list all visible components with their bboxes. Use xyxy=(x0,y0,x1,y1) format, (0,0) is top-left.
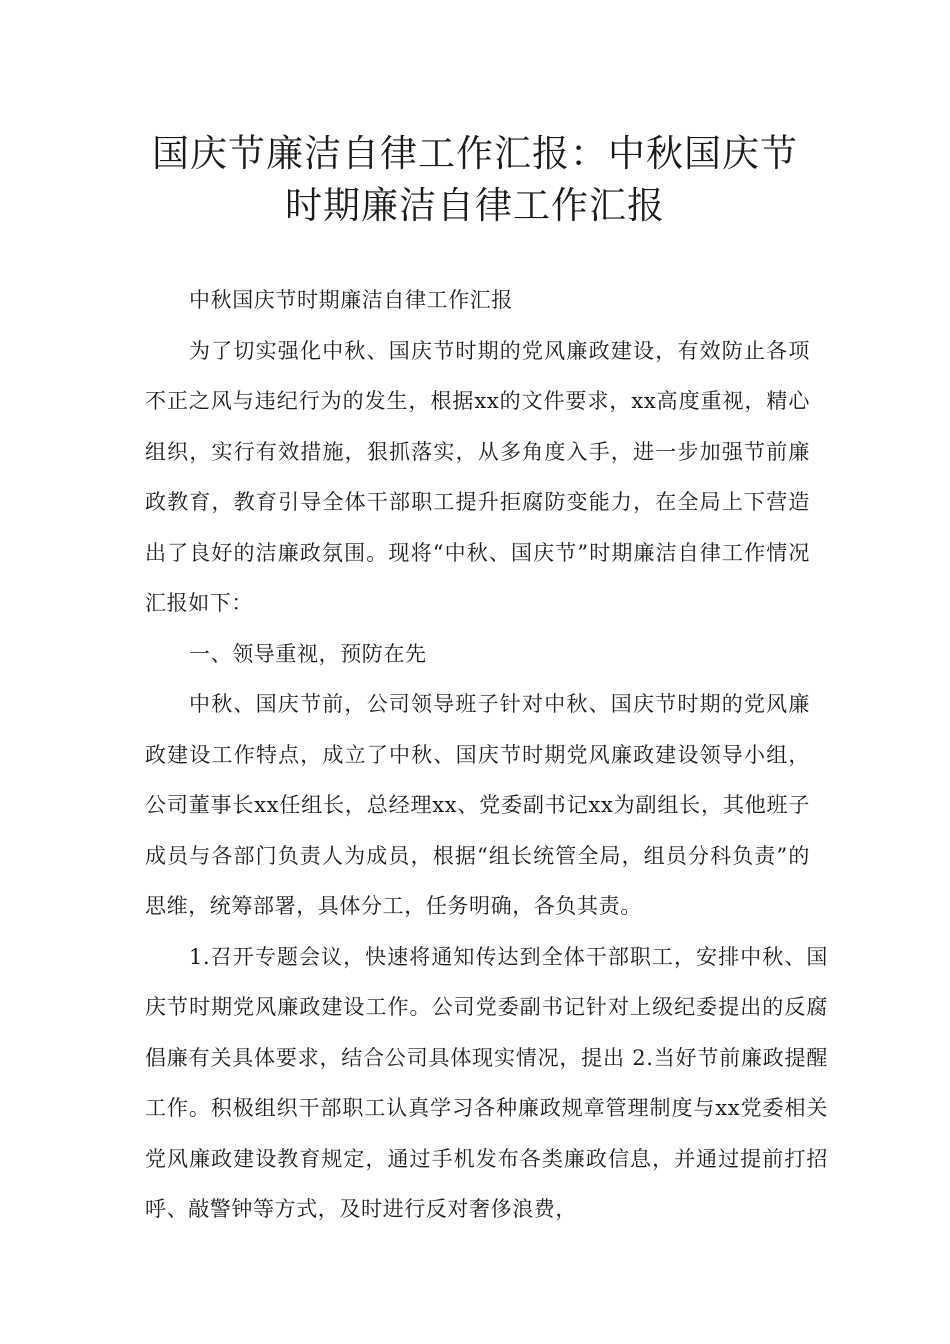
document-body xyxy=(145,275,828,1235)
title-line-1: 国庆节廉洁自律工作汇报：中秋国庆节 xyxy=(152,132,798,175)
title-line-2: 时期廉洁自律工作汇报 xyxy=(285,184,665,227)
leadership-paragraph: 中秋、国庆节前，公司领导班子针对中秋、国庆节时期的党风廉政建设工作特点，成立了中秋、国庆节时期党风廉政建设领导小组，公司董事长xx任组长，总经理xx、党委副书记xx为副组长，其他班子成员与各部门负责人为成员，根据“组长统管全局，组员分科负责”的思维，统筹部署，具体分工，任务明确，各负其责。 xyxy=(145,692,810,918)
document-title xyxy=(100,128,850,232)
intro-paragraph: 为了切实强化中秋、国庆节时期的党风廉政建设，有效防止各项不正之风与违纪行为的发生，根据xx的文件要求，xx高度重视，精心组织，实行有效措施，狠抓落实，从多角度入手，进一步加强节前廉政教育，教育引导全体干部职工提升拒腐防变能力，在全局上下营造出了良好的洁廉政氛围。现将“中秋、国庆节”时期廉洁自律工作情况汇报如下： xyxy=(145,338,810,615)
measures-paragraph: 1.召开专题会议，快速将通知传达到全体干部职工，安排中秋、国庆节时期党风廉政建设工作。公司党委副书记针对上级纪委提出的反腐倡廉有关具体要求，结合公司具体现实情况，提出 2.当好节前廉政提醒工作。积极组织干部职工认真学习各种廉政规章管理制度与xx党委相关党风廉政建设教育规定，通过手机发布各类廉政信息，并通过提前打招呼、敲警钟等方式，及时进行反对奢侈浪费， xyxy=(145,944,828,1221)
subtitle-paragraph: 中秋国庆节时期廉洁自律工作汇报 xyxy=(189,288,513,312)
section-heading: 一、领导重视，预防在先 xyxy=(189,641,427,666)
